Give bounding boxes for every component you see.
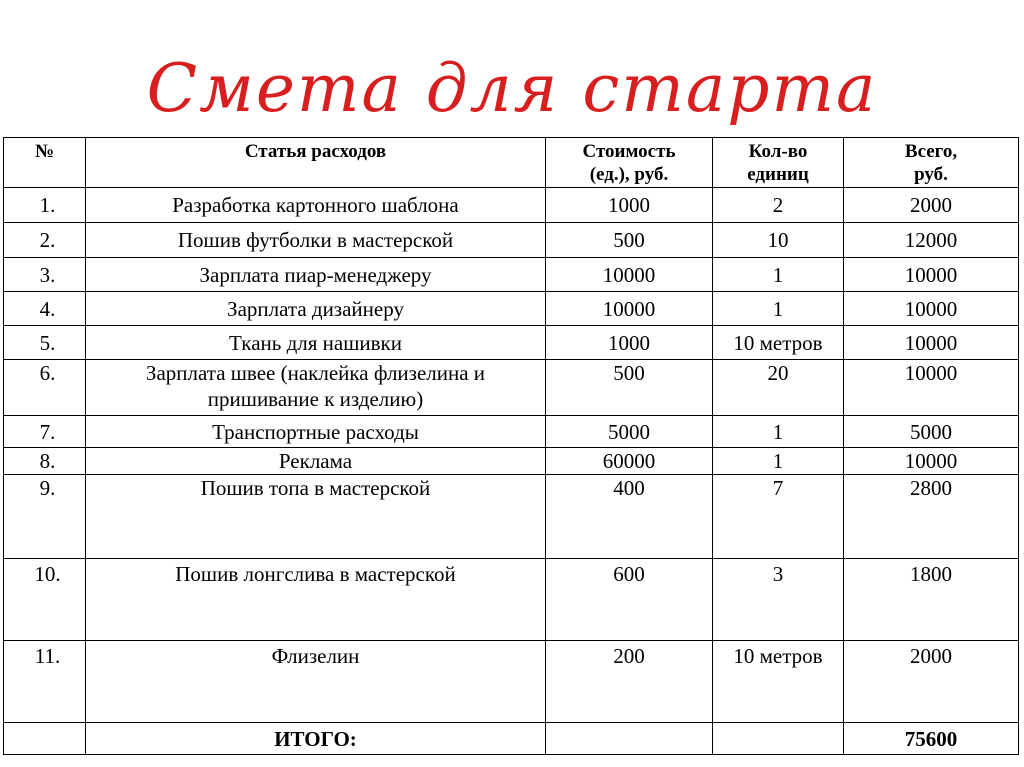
- row-qty: 1: [713, 448, 844, 475]
- table-row: [4, 360, 1019, 416]
- total-empty-cell: [546, 723, 713, 755]
- row-qty: 1: [713, 416, 844, 448]
- row-item: Пошив топа в мастерской: [86, 475, 546, 559]
- row-num: 9.: [4, 475, 86, 559]
- table-row: [4, 223, 1019, 258]
- table-row: [4, 416, 1019, 448]
- total-empty-cell: [4, 723, 86, 755]
- row-num: 6.: [4, 360, 86, 416]
- row-item: Пошив футболки в мастерской: [86, 223, 546, 258]
- row-qty: 10 метров: [713, 641, 844, 723]
- row-cost: 5000: [546, 416, 713, 448]
- row-qty: 2: [713, 188, 844, 223]
- row-item: Реклама: [86, 448, 546, 475]
- row-item: Транспортные расходы: [86, 416, 546, 448]
- header-qty-line2: единиц: [747, 164, 809, 185]
- row-total: 10000: [844, 258, 1019, 292]
- table-row: [4, 448, 1019, 475]
- row-qty: 7: [713, 475, 844, 559]
- header-qty-line1: Кол-во: [748, 141, 808, 162]
- row-total: 10000: [844, 292, 1019, 326]
- header-num: №: [4, 138, 86, 188]
- row-qty: 3: [713, 559, 844, 641]
- row-item: Зарплата швее (наклейка флизелина и пришивание к изделию): [86, 360, 546, 416]
- row-qty: 20: [713, 360, 844, 416]
- row-cost: 600: [546, 559, 713, 641]
- row-num: 1.: [4, 188, 86, 223]
- header-total-line1: Всего,: [904, 141, 958, 162]
- table-row: [4, 641, 1019, 723]
- row-cost: 1000: [546, 326, 713, 360]
- row-item: Зарплата пиар-менеджеру: [86, 258, 546, 292]
- row-num: 8.: [4, 448, 86, 475]
- row-cost: 10000: [546, 258, 713, 292]
- row-num: 3.: [4, 258, 86, 292]
- table-header-row: [4, 138, 1019, 188]
- total-value: 75600: [844, 723, 1019, 755]
- row-item: Ткань для нашивки: [86, 326, 546, 360]
- total-row: [4, 723, 1019, 755]
- row-num: 4.: [4, 292, 86, 326]
- total-empty-cell: [713, 723, 844, 755]
- row-num: 2.: [4, 223, 86, 258]
- header-total-line2: руб.: [914, 164, 948, 185]
- header-cost-line2: (ед.), руб.: [589, 164, 669, 185]
- estimate-table: [3, 137, 1019, 755]
- row-total: 12000: [844, 223, 1019, 258]
- row-item: Разработка картонного шаблона: [86, 188, 546, 223]
- row-total: 2000: [844, 641, 1019, 723]
- row-cost: 10000: [546, 292, 713, 326]
- table-row: [4, 292, 1019, 326]
- header-cost-line1: Стоимость: [582, 141, 676, 162]
- row-total: 10000: [844, 326, 1019, 360]
- row-total: 2800: [844, 475, 1019, 559]
- row-qty: 10 метров: [713, 326, 844, 360]
- header-qty: [713, 138, 844, 188]
- row-cost: 1000: [546, 188, 713, 223]
- row-item: Зарплата дизайнеру: [86, 292, 546, 326]
- row-total: 5000: [844, 416, 1019, 448]
- row-cost: 500: [546, 360, 713, 416]
- header-cost: [546, 138, 713, 188]
- row-num: 5.: [4, 326, 86, 360]
- row-cost: 60000: [546, 448, 713, 475]
- table-row: [4, 326, 1019, 360]
- table-row: [4, 258, 1019, 292]
- header-total: [844, 138, 1019, 188]
- table-row: [4, 475, 1019, 559]
- row-total: 10000: [844, 448, 1019, 475]
- row-cost: 200: [546, 641, 713, 723]
- row-qty: 10: [713, 223, 844, 258]
- row-num: 7.: [4, 416, 86, 448]
- page-title: Смета для старта: [146, 50, 878, 127]
- table-row: [4, 559, 1019, 641]
- row-cost: 400: [546, 475, 713, 559]
- total-label: ИТОГО:: [86, 723, 546, 755]
- row-qty: 1: [713, 258, 844, 292]
- row-total: 2000: [844, 188, 1019, 223]
- row-num: 11.: [4, 641, 86, 723]
- row-cost: 500: [546, 223, 713, 258]
- row-item: Пошив лонгслива в мастерской: [86, 559, 546, 641]
- row-total: 10000: [844, 360, 1019, 416]
- row-qty: 1: [713, 292, 844, 326]
- header-item: Статья расходов: [86, 138, 546, 188]
- row-num: 10.: [4, 559, 86, 641]
- table-row: [4, 188, 1019, 223]
- row-item: Флизелин: [86, 641, 546, 723]
- row-total: 1800: [844, 559, 1019, 641]
